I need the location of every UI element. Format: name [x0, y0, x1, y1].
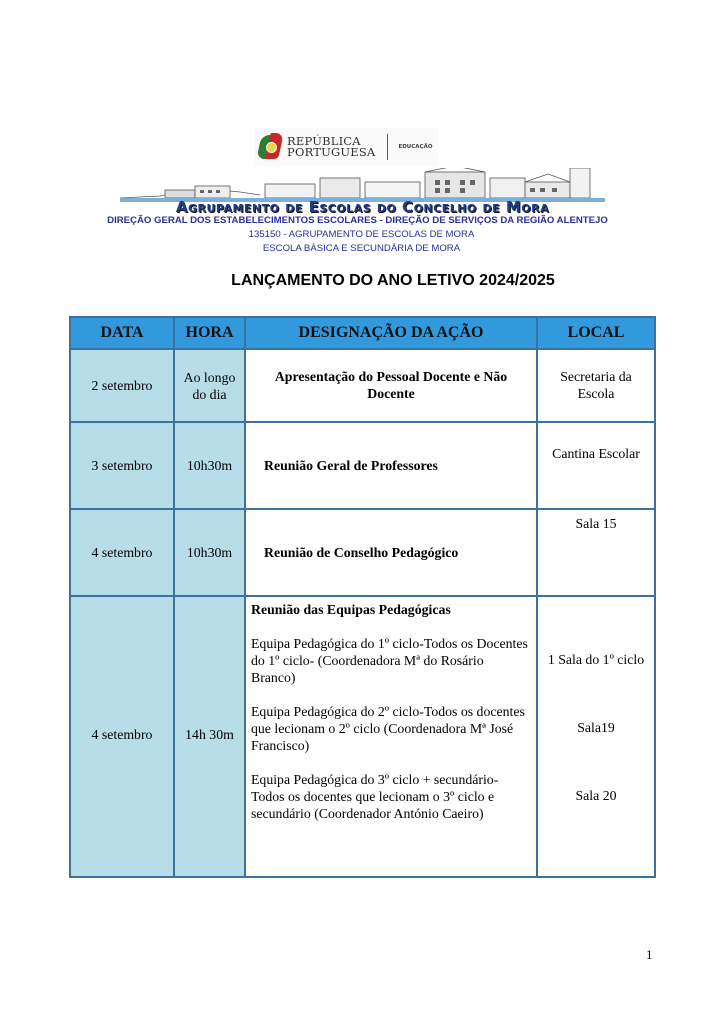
table-row [70, 509, 655, 596]
cell-local [537, 596, 655, 877]
republica-portuguesa-wordmark: REPÚBLICA PORTUGUESA [287, 134, 376, 159]
cell-hora: Ao longo do dia [174, 349, 245, 422]
column-header-designacao: DESIGNAÇÃO DA AÇÃO [245, 317, 537, 349]
cell-data: 4 setembro [70, 596, 174, 877]
cell-designacao: Reunião de Conselho Pedagógico [245, 509, 537, 596]
table-row [70, 422, 655, 509]
cell-hora: 14h 30m [174, 596, 245, 877]
logo-divider [387, 134, 388, 160]
local-item-1: 1 Sala do 1º ciclo [547, 652, 645, 667]
column-header-hora: HORA [174, 317, 245, 349]
equipa-item-1: Equipa Pedagógica do 1º ciclo-Todos os Docentes do 1º ciclo- (Coordenadora Mª do Rosário Branco) [251, 636, 528, 685]
ministry-label: EDUCAÇÃO [398, 144, 433, 150]
cell-hora: 10h30m [174, 509, 245, 596]
school-banner [120, 168, 605, 216]
column-header-data: DATA [70, 317, 174, 349]
table-header-row [70, 317, 655, 349]
equipas-title: Reunião das Equipas Pedagógicas [251, 602, 451, 617]
local-item-2: Sala19 [577, 720, 615, 735]
table-row [70, 349, 655, 422]
banner-title: Agrupamento de Escolas do Concelho de Mora [175, 198, 550, 216]
org-line-agrupamento: 135150 - AGRUPAMENTO DE ESCOLAS DE MORA [248, 229, 475, 240]
schedule-table [69, 316, 656, 878]
table-row [70, 596, 655, 877]
cell-designacao [245, 596, 537, 877]
cell-local: Cantina Escolar [537, 422, 655, 509]
town-skyline-illustration [120, 168, 605, 202]
org-line-direcao: DIREÇÃO GERAL DOS ESTABELECIMENTOS ESCOLARES - DIREÇÃO DE SERVIÇOS DA REGIÃO ALENTEJO [107, 215, 608, 226]
cell-hora: 10h30m [174, 422, 245, 509]
cell-local: Secretaria da Escola [537, 349, 655, 422]
cell-data: 2 setembro [70, 349, 174, 422]
cell-data: 3 setembro [70, 422, 174, 509]
portuguese-flag-emblem-icon [259, 133, 281, 161]
cell-data: 4 setembro [70, 509, 174, 596]
cell-designacao: Reunião Geral de Professores [245, 422, 537, 509]
equipa-item-3: Equipa Pedagógica do 3º ciclo + secundário-Todos os docentes que lecionam o 3º ciclo e secundário (Coordenador António Caeiro) [251, 772, 499, 821]
republica-portuguesa-logo [255, 128, 439, 166]
org-line-escola: ESCOLA BÁSICA E SECUNDÁRIA DE MORA [262, 243, 461, 254]
page-number: 1 [646, 947, 653, 962]
equipa-item-2: Equipa Pedagógica do 2º ciclo-Todos os docentes que lecionam o 2º ciclo (Coordenadora Mª José Francisco) [251, 704, 525, 753]
cell-local: Sala 15 [537, 509, 655, 596]
column-header-local: LOCAL [537, 317, 655, 349]
cell-designacao: Apresentação do Pessoal Docente e Não Docente [245, 349, 537, 422]
document-title: LANÇAMENTO DO ANO LETIVO 2024/2025 [231, 272, 555, 289]
local-item-3: Sala 20 [575, 788, 617, 803]
